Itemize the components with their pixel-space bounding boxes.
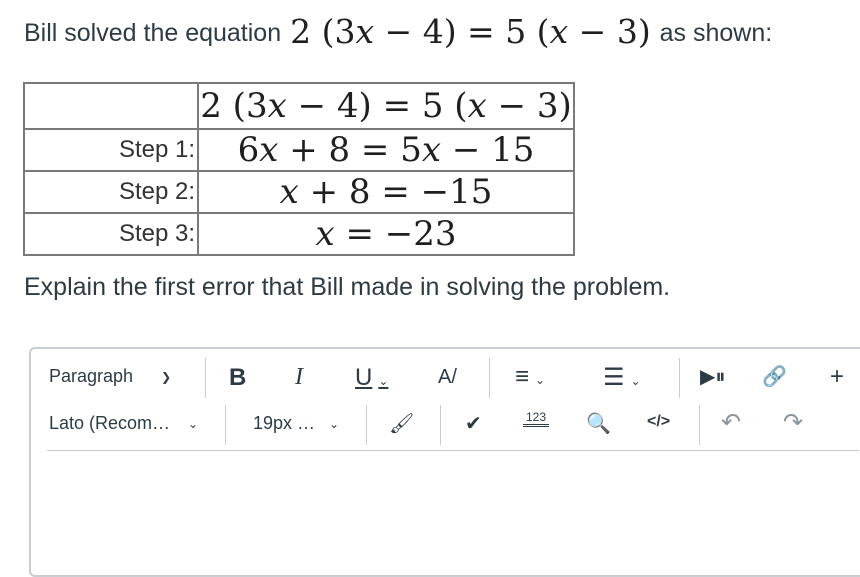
italic-icon[interactable]: I [295,364,303,390]
problem-prompt [24,12,772,51]
chevron-down-icon: ❯ [161,369,172,384]
toolbar-separator [205,358,206,398]
underline-icon: U [355,364,373,391]
spellcheck-icon[interactable]: ✔ [465,413,482,435]
toolbar-separator [225,405,226,445]
toolbar-separator [679,358,680,398]
bold-icon[interactable]: B [229,364,247,391]
undo-icon[interactable]: ↶ [721,409,742,436]
media-icon[interactable]: ▶⏸ [700,366,726,388]
more-icon[interactable]: + [830,363,845,390]
prompt-lead: Bill solved the equation [24,19,282,47]
chevron-down-icon: ⌄ [329,416,340,431]
toolbar-separator [440,405,441,445]
align-button[interactable] [515,363,545,391]
font-family-select[interactable] [49,413,198,434]
step-label: Step 3: [24,213,198,255]
format-painter-icon[interactable]: 🖌 [389,413,415,435]
align-left-icon: ≡ [515,363,530,390]
chevron-down-icon: ⌄ [188,416,199,431]
code-view-icon[interactable]: </> [647,413,671,430]
toolbar-separator [699,405,700,445]
prompt-trail: as shown: [659,19,773,47]
step-equation: x + 8 = −15 [198,171,574,213]
toolbar-separator [366,405,367,445]
table-row [24,83,574,129]
toolbar-separator [489,358,490,398]
empty-cell [24,83,198,129]
step-label: Step 2: [24,171,198,213]
editor-content-area[interactable] [50,462,840,557]
original-equation-cell: 2 (3x − 4) = 5 (x − 3) [198,83,574,129]
find-icon[interactable]: 🔍 [586,413,611,435]
table-row [24,129,574,171]
list-button[interactable] [603,363,641,392]
table-row [24,213,574,255]
text-color-icon[interactable]: A/ [438,366,457,388]
font-size-select[interactable] [253,413,339,434]
step-equation: 6x + 8 = 5x − 15 [198,129,574,171]
link-icon[interactable]: 🔗 [762,366,787,388]
table-row [24,171,574,213]
underline-button[interactable] [355,364,388,392]
word-count-icon[interactable]: 123 [523,410,549,427]
bullet-list-icon: ☰ [603,364,625,391]
block-format-select[interactable] [49,366,171,387]
block-format-value: Paragraph [49,366,134,386]
question-text: Explain the first error that Bill made in solving the problem. [24,273,671,301]
chevron-down-icon: ⌄ [378,374,389,388]
font-family-value: Lato (Recom… [49,413,171,433]
chevron-down-icon: ⌄ [535,373,546,387]
font-size-value: 19px … [253,413,316,433]
solution-steps-table [23,82,575,256]
step-equation: x = −23 [198,213,574,255]
chevron-down-icon: ⌄ [630,374,641,388]
step-label: Step 1: [24,129,198,171]
redo-icon[interactable]: ↷ [783,409,804,436]
toolbar-divider [47,450,859,451]
prompt-equation: 2 (3x − 4) = 5 (x − 3) [290,12,651,51]
